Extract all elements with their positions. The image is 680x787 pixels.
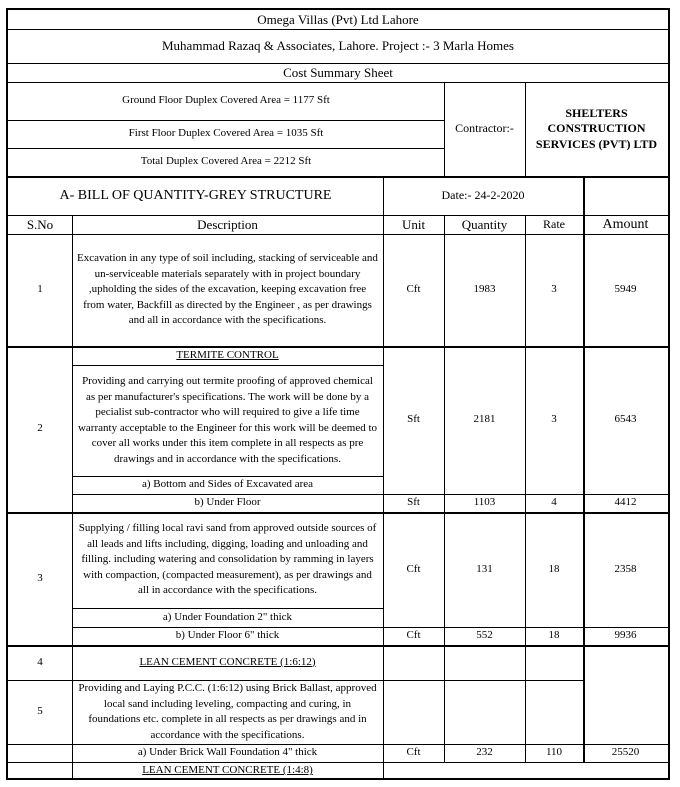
item-2-heading: TERMITE CONTROL xyxy=(176,348,279,361)
item-2-sno: 2 xyxy=(37,422,43,435)
item-3-quantity: 131 xyxy=(476,562,493,575)
item-5-sno: 5 xyxy=(37,705,43,718)
item-3-sub-b-amount: 9936 xyxy=(614,629,637,642)
col-rate: Rate xyxy=(543,216,565,231)
item-3-sub-b-unit: Cft xyxy=(406,629,421,642)
ground-floor-area: Ground Floor Duplex Covered Area = 1177 Sft xyxy=(122,94,330,107)
project-title: Muhammad Razaq & Associates, Lahore. Project :- 3 Marla Homes xyxy=(162,38,514,54)
sheet-title: Cost Summary Sheet xyxy=(283,64,393,80)
item-1-unit: Cft xyxy=(406,283,421,296)
boq-title: A- BILL OF QUANTITY-GREY STRUCTURE xyxy=(59,187,332,203)
item-3-sub-b-quantity: 552 xyxy=(476,629,493,642)
item-2-description: Providing and carrying out termite proofing of approved chemical as per manufacturer's specifications. The work will be done by a pecialist sub-contractor who will required to give a life time warranty acceptable to the Engineer for this work will be deemed to cover all works under this item complete in all respects as pre drawings and in accordance with the specifications. xyxy=(77,375,378,465)
item-2-quantity: 2181 xyxy=(473,413,496,426)
item-2-sub-b-label: b) Under Floor xyxy=(194,496,261,509)
item-2-sub-b-rate: 4 xyxy=(551,496,557,509)
item-2-sub-b-amount: 4412 xyxy=(614,496,637,509)
item-2-sub-a: a) Bottom and Sides of Excavated area xyxy=(141,478,314,491)
item-3-sub-b-label: b) Under Floor 6" thick xyxy=(175,629,280,642)
col-description: Description xyxy=(197,216,258,232)
contractor-label: Contractor:- xyxy=(455,121,514,136)
boq-date: Date:- 24-2-2020 xyxy=(441,187,525,202)
cost-summary-sheet xyxy=(6,8,670,780)
col-sno: S.No xyxy=(26,216,54,232)
first-floor-area: First Floor Duplex Covered Area = 1035 Sft xyxy=(128,127,324,140)
item-1-description: Excavation in any type of soil including, stacking of serviceable and un-serviceable materials separately with in project boundary ,upholding the sides of the excavation, keeping excavation free from water, Backfill as directed by the Engineer , as per drawings and all in accordance with the specifications. xyxy=(77,252,378,327)
item-5-sub-a-quantity: 232 xyxy=(476,746,493,759)
item-5-description: Providing and Laying P.C.C. (1:6:12) using Brick Ballast, approved local sand including leveling, compacting and curing, in foundations etc. complete in all respects as per drawings and in accordance with the specifications. xyxy=(78,682,377,741)
item-1-sno: 1 xyxy=(37,283,43,296)
item-5-sub-a-amount: 25520 xyxy=(611,746,640,759)
item-2-sub-b-unit: Sft xyxy=(407,496,420,509)
item-3-sno: 3 xyxy=(37,571,43,584)
item-3-amount: 2358 xyxy=(614,562,637,575)
item-3-sub-a: a) Under Foundation 2" thick xyxy=(162,610,293,623)
item-5-sub-a-unit: Cft xyxy=(406,746,421,759)
item-3-sub-b-rate: 18 xyxy=(548,629,560,642)
item-2-amount: 6543 xyxy=(614,413,637,426)
item-2-rate: 3 xyxy=(551,413,557,426)
item-1-rate: 3 xyxy=(551,283,557,296)
col-quantity: Quantity xyxy=(461,216,508,232)
item-1-amount: 5949 xyxy=(614,283,637,296)
contractor-name: SHELTERS CONSTRUCTION SERVICES (PVT) LTD xyxy=(535,105,658,151)
item-3-rate: 18 xyxy=(548,562,560,575)
item-1-quantity: 1983 xyxy=(473,283,496,296)
item-3-description: Supplying / filling local ravi sand from approved outside sources of all leads and lifts including, digging, loading and unloading and filling. including watering and consolidation by ramming in layers with compaction, (compacted measurement), as per drawings and all in accordance with the specifications. xyxy=(78,522,377,597)
col-amount: Amount xyxy=(602,216,649,232)
total-area: Total Duplex Covered Area = 2212 Sft xyxy=(140,155,312,168)
item-2-unit: Sft xyxy=(407,413,420,426)
col-unit: Unit xyxy=(401,216,426,232)
item-2-sub-b-quantity: 1103 xyxy=(473,496,496,509)
item-4-heading: LEAN CEMENT CONCRETE (1:6:12) xyxy=(139,655,316,668)
item-6-heading: LEAN CEMENT CONCRETE (1:4:8) xyxy=(142,764,313,777)
item-3-unit: Cft xyxy=(406,562,421,575)
company-name: Omega Villas (Pvt) Ltd Lahore xyxy=(257,11,419,27)
item-5-sub-a-rate: 110 xyxy=(545,746,563,759)
item-5-sub-a-label: a) Under Brick Wall Foundation 4" thick xyxy=(137,746,318,759)
item-4-sno: 4 xyxy=(37,655,43,668)
